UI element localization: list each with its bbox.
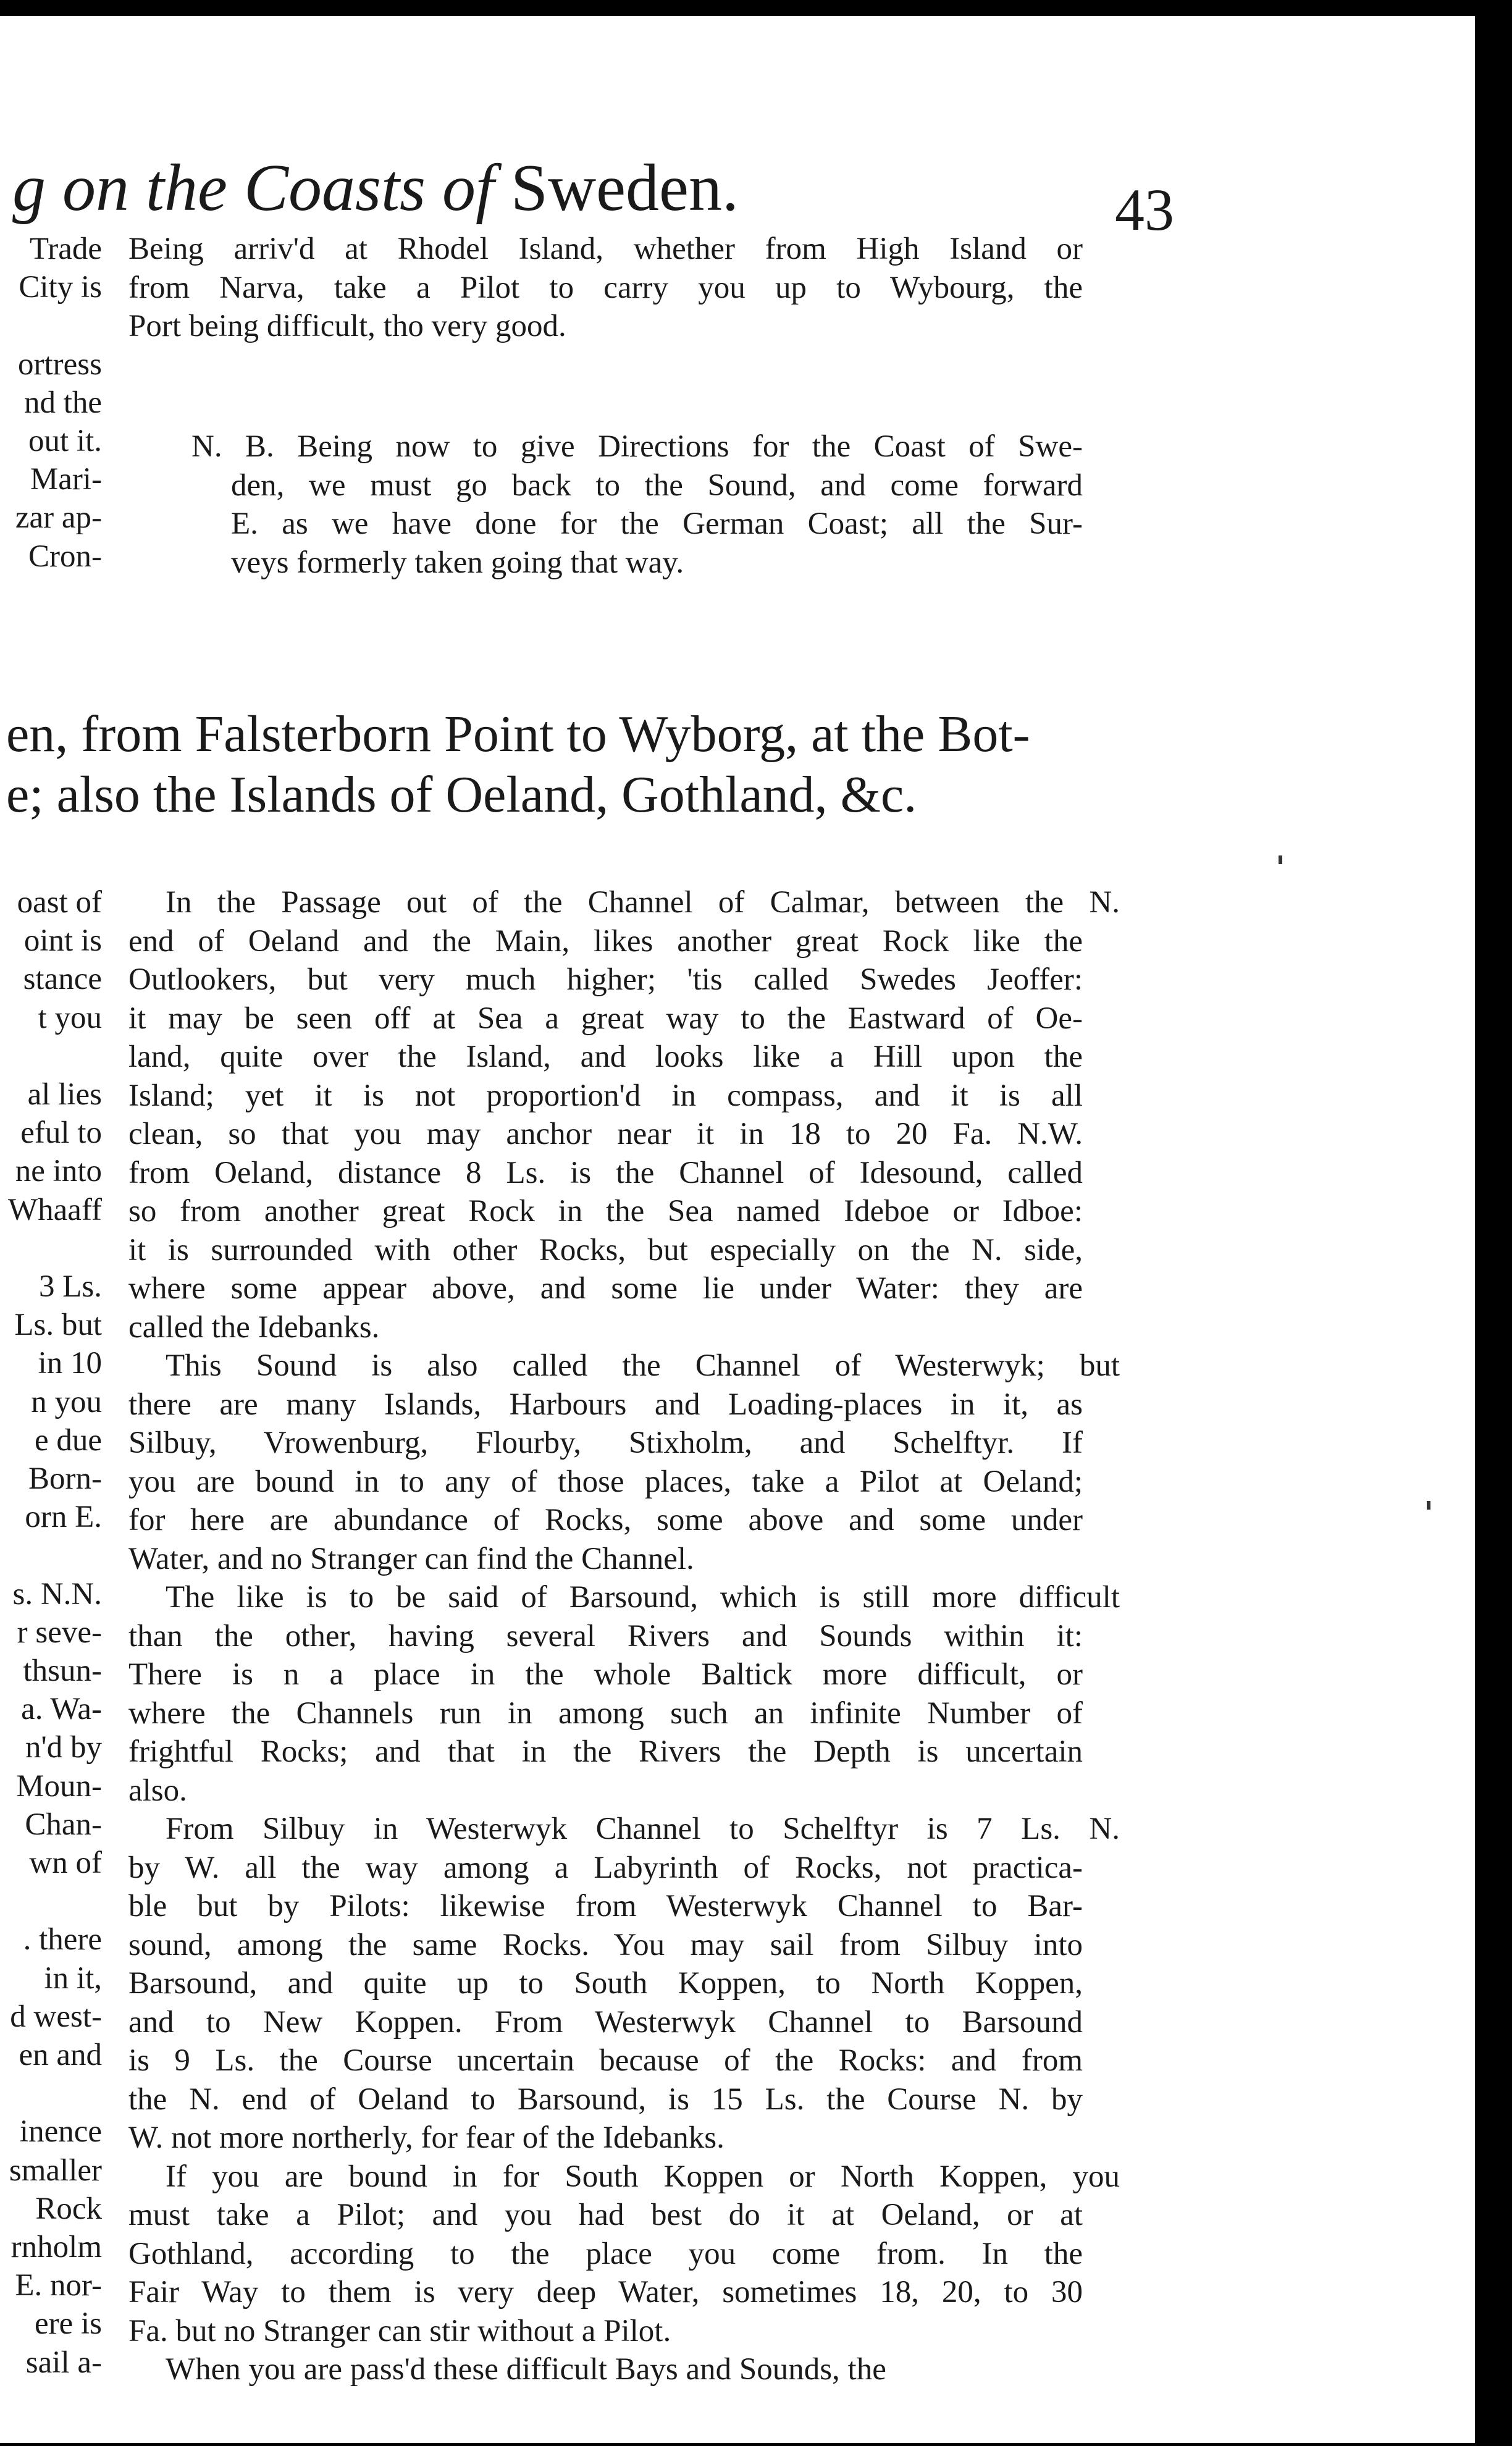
left-fragment-line: orn E.	[25, 1500, 102, 1535]
section-heading-line-2: e; also the Islands of Oeland, Gothland, &c.	[6, 766, 917, 823]
text-line: land, quite over the Island, and looks like a Hill upon the	[128, 1040, 1083, 1074]
text-line: called the Idebanks.	[128, 1309, 380, 1345]
header-part-italic: g on the Coasts of	[12, 151, 495, 225]
left-fragment-line: e due	[34, 1423, 102, 1458]
text-line: from Oeland, distance 8 Ls. is the Channel of Idesound, called	[128, 1155, 1083, 1190]
text-line: where the Channels run in among such an infinite Number of	[128, 1696, 1083, 1731]
text-line: From Silbuy in Westerwyk Channel to Schelftyr is 7 Ls. N.	[166, 1812, 1120, 1846]
left-fragment-line: inence	[19, 2114, 102, 2150]
text-line: it may be seen off at Sea a great way to the Eastward of Oe-	[128, 1001, 1083, 1036]
text-line: the N. end of Oeland to Barsound, is 15 Ls. the Course N. by	[128, 2082, 1083, 2117]
left-fragment-line: stance	[23, 962, 102, 997]
left-fragment-line: rnholm	[10, 2230, 102, 2264]
text-line: If you are bound in for South Koppen or North Koppen, you	[166, 2159, 1120, 2194]
running-header	[12, 148, 1062, 229]
text-line: N. B. Being now to give Directions for the Coast of Swe-	[191, 429, 1083, 464]
left-fragment-line: oint is	[23, 923, 102, 959]
section-heading	[6, 704, 1069, 825]
left-fragment-line: Mari-	[30, 462, 102, 497]
text-line: When you are pass'd these difficult Bays and Sounds, the	[166, 2352, 886, 2387]
scan-border-right	[1475, 0, 1512, 2446]
text-line: for here are abundance of Rocks, some above and some under	[128, 1503, 1083, 1537]
text-line: from Narva, take a Pilot to carry you up to Wybourg, the	[128, 270, 1083, 305]
left-fragment-line: t you	[38, 1000, 102, 1035]
paragraph-rhodel-island	[128, 230, 1083, 346]
text-line: so from another great Rock in the Sea named Ideboe or Idboe:	[128, 1194, 1083, 1229]
left-fragment-line: oast of	[17, 885, 102, 920]
text-line: there are many Islands, Harbours and Loading-places in it, as	[128, 1387, 1083, 1422]
left-fragment-line: eful to	[20, 1116, 102, 1151]
left-fragment-line: nd the	[23, 385, 102, 420]
text-line: veys formerly taken going that way.	[231, 545, 684, 580]
text-line: Outlookers, but very much higher; 'tis called Swedes Jeoffer:	[128, 962, 1083, 997]
text-line: Water, and no Stranger can find the Channel.	[128, 1541, 694, 1576]
left-fragment-line: Ls. but	[14, 1308, 102, 1343]
section-heading-line-1: en, from Falsterborn Point to Wyborg, at the Bot-	[6, 705, 1030, 763]
text-line: Fair Way to them is very deep Water, sometimes 18, 20, to 30	[128, 2275, 1083, 2309]
left-fragment-line: smaller	[9, 2153, 102, 2188]
left-fragment-line: Born-	[28, 1461, 102, 1496]
left-fragment-line: Trade	[29, 232, 102, 266]
text-line: it is surrounded with other Rocks, but especially on the N. side,	[128, 1232, 1083, 1267]
text-line: Port being difficult, tho very good.	[128, 309, 566, 343]
header-part-roman: Sweden.	[511, 151, 739, 225]
left-fragment-line: Whaaff	[8, 1192, 102, 1227]
left-fragment-line: ortress	[18, 347, 102, 382]
left-fragment-line: . there	[23, 1922, 102, 1957]
ink-speck	[1279, 855, 1282, 864]
left-fragment-line: d west-	[10, 1999, 102, 2034]
left-fragment-line: Chan-	[25, 1807, 102, 1842]
left-fragment-line: City is	[19, 270, 102, 305]
text-line: ble but by Pilots: likewise from Westerwyk Channel to Bar-	[128, 1889, 1083, 1923]
text-line: den, we must go back to the Sound, and come forward	[231, 468, 1083, 503]
left-fragment-line: s. N.N.	[12, 1576, 102, 1612]
text-line: where some appear above, and some lie under Water: they are	[128, 1271, 1083, 1306]
text-line: you are bound in to any of those places, take a Pilot at Oeland;	[128, 1464, 1083, 1499]
text-line: frightful Rocks; and that in the Rivers the Depth is uncertain	[128, 1734, 1083, 1769]
text-line: Silbuy, Vrowenburg, Flourby, Stixholm, and Schelftyr. If	[128, 1426, 1083, 1460]
left-fragment-line: Moun-	[16, 1768, 102, 1804]
left-fragment-line: n you	[31, 1384, 102, 1419]
text-line: is 9 Ls. the Course uncertain because of the Rocks: and from	[128, 2043, 1083, 2078]
text-line: by W. all the way among a Labyrinth of Rocks, not practica-	[128, 1850, 1083, 1885]
text-line: clean, so that you may anchor near it in 18 to 20 Fa. N.W.	[128, 1117, 1083, 1151]
text-line: Fa. but no Stranger can stir without a Pilot.	[128, 2313, 671, 2348]
text-line: There is n a place in the whole Baltick more difficult, or	[128, 1657, 1083, 1692]
text-line: Being arriv'd at Rhodel Island, whether from High Island or	[128, 232, 1083, 266]
left-fragment-line: wn of	[29, 1846, 102, 1880]
left-fragment-line: zar ap-	[15, 500, 102, 536]
text-line: W. not more northerly, for fear of the Idebanks.	[128, 2120, 724, 2155]
left-fragment-line: en and	[19, 2038, 102, 2072]
left-fragment-line: Cron-	[28, 539, 102, 574]
text-line: must take a Pilot; and you had best do it at Oeland, or at	[128, 2198, 1083, 2232]
left-fragment-line: n'd by	[25, 1730, 102, 1765]
left-fragment-line: r seve-	[17, 1615, 102, 1650]
left-fragment-line: ne into	[15, 1154, 102, 1189]
text-line: This Sound is also called the Channel of Westerwyk; but	[166, 1348, 1120, 1383]
ink-speck	[1427, 1501, 1430, 1510]
text-line: In the Passage out of the Channel of Calmar, between the N.	[166, 885, 1120, 920]
text-line: The like is to be said of Barsound, which is still more difficult	[166, 1580, 1120, 1615]
left-fragment-line: E. nor-	[15, 2268, 102, 2303]
left-fragment-line: ere is	[34, 2306, 102, 2342]
text-line: Barsound, and quite up to South Koppen, to North Koppen,	[128, 1966, 1083, 2001]
text-line: sound, among the same Rocks. You may sail from Silbuy into	[128, 1927, 1083, 1962]
text-line: and to New Koppen. From Westerwyk Channel to Barsound	[128, 2004, 1083, 2040]
left-fragment-line: out it.	[28, 424, 102, 458]
main-body-text	[128, 883, 1120, 2389]
text-line: end of Oeland and the Main, likes another great Rock like the	[128, 923, 1083, 959]
text-line: Island; yet it is not proportion'd in compass, and it is all	[128, 1078, 1083, 1113]
left-fragment-line: in it,	[44, 1961, 102, 1996]
text-line: E. as we have done for the German Coast; all the Sur-	[231, 506, 1083, 541]
paragraph-nota-bene	[191, 427, 1083, 582]
left-fragment-line: sail a-	[25, 2345, 102, 2380]
page-number: 43	[1115, 177, 1174, 243]
left-fragment-line: thsun-	[23, 1654, 102, 1688]
scan-border-top	[0, 0, 1512, 16]
text-line: also.	[128, 1773, 187, 1808]
left-fragment-line: in 10	[38, 1346, 102, 1381]
text-line: Gothland, according to the place you come from. In the	[128, 2236, 1083, 2271]
text-line: than the other, having several Rivers and Sounds within it:	[128, 1618, 1083, 1654]
left-fragment-line: a. Wa-	[21, 1692, 102, 1727]
left-fragment-line: Rock	[35, 2191, 102, 2226]
left-fragment-line: 3 Ls.	[39, 1269, 102, 1304]
left-fragment-line: al lies	[27, 1077, 102, 1112]
